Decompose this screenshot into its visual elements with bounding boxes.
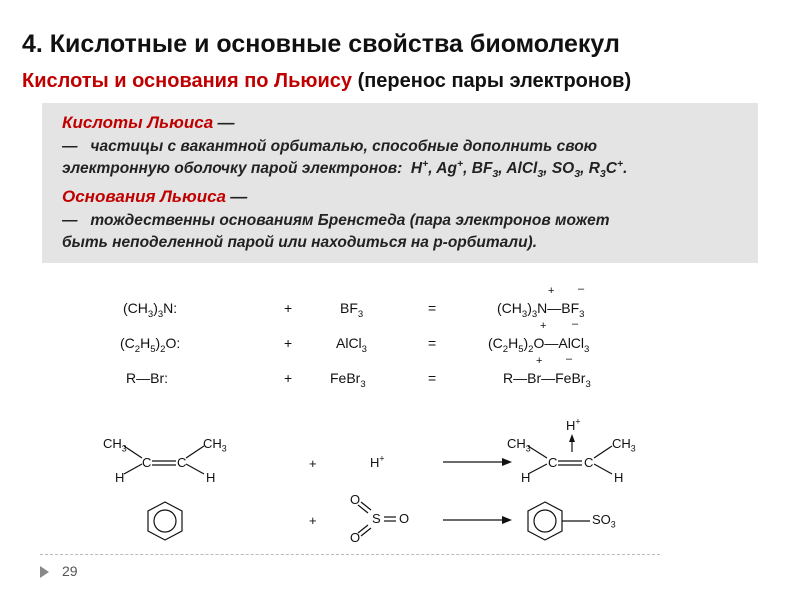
eq1-base: $(CH_3)_3N$: xyxy=(123,300,178,320)
subtitle-black-part: (перенос пары электронов) xyxy=(357,70,632,92)
product-ch3-left: $CH_3$ xyxy=(507,436,531,454)
product-so3: $SO_3$ xyxy=(592,512,616,530)
benzene-ring xyxy=(148,502,182,540)
eq3-product: R—Br—FeBr$_3$ xyxy=(503,370,591,390)
product-proton: H+ xyxy=(566,416,581,433)
product-h-right: H xyxy=(614,470,624,485)
alkene-h-left: H xyxy=(115,470,125,485)
eq2-plus: + xyxy=(284,335,293,351)
benzene-ring-product xyxy=(528,502,590,540)
bases-definition-line1: — тождественны основаниям Бренстеда (пара электронов может xyxy=(62,212,610,229)
eq2-product: $(C_2H_5)_2O—AlCl_3$ xyxy=(488,335,590,355)
alkene-ch3-left: $CH_3$ xyxy=(103,436,127,454)
reaction2-plus: + xyxy=(309,513,317,528)
eq3-charge-minus: – xyxy=(566,353,573,365)
subtitle-red-part: Кислоты и основания по Льюису xyxy=(22,70,352,92)
so3-s: S xyxy=(372,511,381,526)
eq3-plus: + xyxy=(284,370,293,386)
eq1-charge-plus: + xyxy=(548,285,555,297)
reaction1-plus: + xyxy=(309,456,317,471)
product-c-left: C xyxy=(548,455,558,470)
alkene-ch3-right: $CH_3$ xyxy=(203,436,227,454)
eq1-equals: = xyxy=(428,300,437,316)
eq1-acid: $BF_3$ xyxy=(340,300,364,320)
eq2-base: $(C_2H_5)_2O$: xyxy=(120,335,181,355)
product-h-left: H xyxy=(521,470,531,485)
alkene-structure xyxy=(124,446,204,474)
acids-line1-dash: — xyxy=(62,138,78,155)
acids-heading-dash: — xyxy=(217,113,235,132)
eq2-charge-plus: + xyxy=(540,320,547,332)
so3-o-bottom: O xyxy=(350,530,361,545)
footer-divider xyxy=(40,554,660,555)
bases-line1-text: тождественны основаниям Бренстеда (пара электронов может xyxy=(90,212,610,229)
eq1-plus: + xyxy=(284,300,293,316)
arrow-1 xyxy=(443,458,512,466)
acids-line1-text: частицы с вакантной орбиталью, способные дополнить свою xyxy=(90,138,598,155)
so3-o-right: O xyxy=(399,511,410,526)
proton: H+ xyxy=(370,453,385,470)
bases-heading: Основания Льюиса xyxy=(62,187,226,206)
slide-title: 4. Кислотные и основные свойства биомолекул xyxy=(22,30,620,58)
alkene-c-right: C xyxy=(177,455,187,470)
acids-examples: H+, Ag+, $BF_3$, AlCl$_3$, $SO_3$, $R_3C^+$. xyxy=(410,157,628,181)
acids-line2-text: электронную оболочку парой электронов: xyxy=(62,160,403,177)
product-c-right: C xyxy=(584,455,594,470)
carbocation-structure xyxy=(528,434,612,474)
eq2-equals: = xyxy=(428,335,437,351)
nav-arrow-icon[interactable] xyxy=(40,566,49,578)
alkene-h-right: H xyxy=(206,470,216,485)
eq2-charge-minus: – xyxy=(572,318,579,330)
so3-o-top: O xyxy=(350,492,361,507)
eq3-charge-plus: + xyxy=(536,355,543,367)
eq1-charge-minus: – xyxy=(578,283,585,295)
eq3-base: R—Br: xyxy=(126,370,168,386)
acids-heading: Кислоты Льюиса xyxy=(62,113,214,132)
eq3-acid: FeBr$_3$ xyxy=(330,370,366,390)
alkene-c-left: C xyxy=(142,455,152,470)
eq2-acid: AlCl$_3$ xyxy=(336,335,367,355)
page-number: 29 xyxy=(62,563,78,579)
arrow-2 xyxy=(443,516,512,524)
bases-line2-text: быть неподеленной парой или находиться на р-орбитали). xyxy=(62,234,538,251)
eq3-equals: = xyxy=(428,370,437,386)
bases-heading-line: Основания Льюиса — xyxy=(62,187,248,206)
product-ch3-right: $CH_3$ xyxy=(612,436,636,454)
eq1-product: $(CH_3)_3N—BF_3$ xyxy=(497,300,585,320)
